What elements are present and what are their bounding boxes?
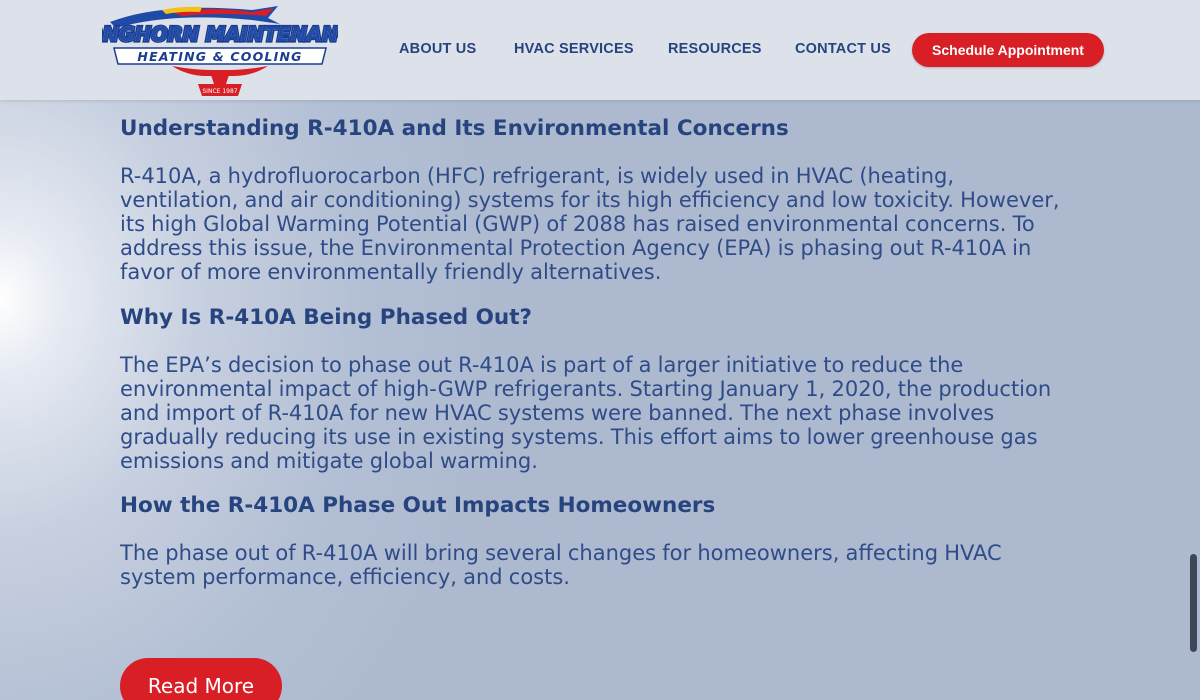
read-more-button[interactable]: Read More [120,658,282,700]
svg-text:HEATING & COOLING: HEATING & COOLING [137,49,303,64]
logo[interactable] [102,4,338,98]
svg-text:LONGHORN MAINTENANCE: NGHORN MAINTENAN [102,23,338,46]
nav-about-us[interactable]: ABOUT US [399,41,477,57]
section-paragraph: R-410A, a hydrofluorocarbon (HFC) refrigerant, is widely used in HVAC (heating, ventilation, and air conditioning) systems for its high efficiency and low toxicity. However, its high Global Warming Potential (GWP) of 2088 has raised environmental concerns. To address this issue, the Environmental Protection Agency (EPA) is phasing out R-410A in favor of more environmentally friendly alternatives. [120,164,1060,284]
nav-hvac-services[interactable]: HVAC SERVICES [514,41,634,57]
section-heading: Why Is R-410A Being Phased Out? [120,305,532,330]
section-heading: Understanding R-410A and Its Environmental Concerns [120,116,789,141]
scrollbar-thumb[interactable] [1190,554,1197,652]
svg-text:SINCE 1987: SINCE 1987 [202,88,238,95]
section-paragraph: The EPA’s decision to phase out R-410A is part of a larger initiative to reduce the environmental impact of high-GWP refrigerants. Starting January 1, 2020, the production and import of R-410A for new HVAC systems were banned. The next phase involves gradually reducing its use in existing systems. This effort aims to lower greenhouse gas emissions and mitigate global warming. [120,353,1052,473]
section-heading: How the R-410A Phase Out Impacts Homeowners [120,493,716,518]
longhorn-logo-icon [102,4,338,98]
schedule-appointment-button[interactable]: Schedule Appointment [912,33,1104,67]
nav-contact-us[interactable]: CONTACT US [795,41,891,57]
section-paragraph: The phase out of R-410A will bring several changes for homeowners, affecting HVAC system performance, efficiency, and costs. [120,541,1002,589]
svg-text:LONGHORN MAINTENANCE: NGHORN MAINTENAN [102,23,338,46]
nav-resources[interactable]: RESOURCES [668,41,762,57]
site-header [0,0,1200,100]
